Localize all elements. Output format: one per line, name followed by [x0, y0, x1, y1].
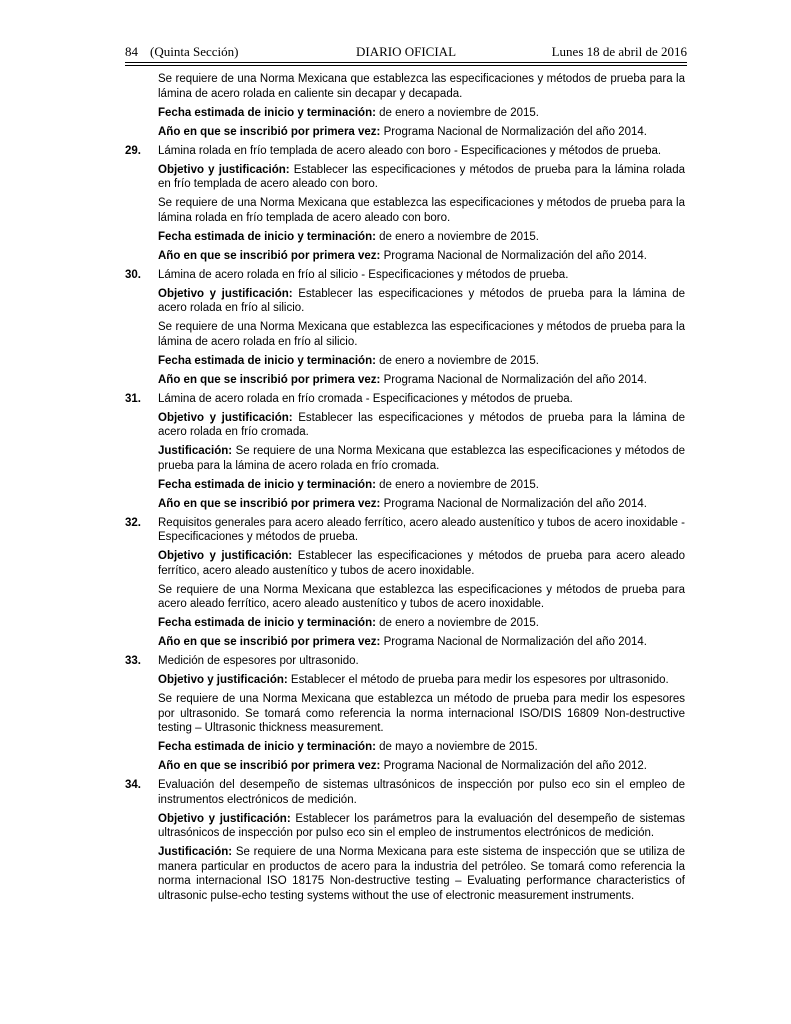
fecha-label: Fecha estimada de inicio y terminación: — [158, 741, 376, 753]
anio-label: Año en que se inscribió por primera vez: — [158, 249, 381, 262]
item-texto: Se requiere de una Norma Mexicana que establezca las especificaciones y métodos de prueba para la lámina rolada en frío templada de acero aleado con boro. — [158, 197, 685, 224]
list-item — [125, 654, 685, 669]
item-objetivo — [158, 163, 685, 192]
list-item — [125, 392, 685, 407]
item-fecha — [158, 478, 685, 493]
item-justificacion — [158, 444, 685, 473]
justificacion-value: Se requiere de una Norma Mexicana para este sistema de inspección que se utiliza de manera particular en productos de acero para la industria del petróleo. Se tomará como referencia la norma internacional ISO 18175 Non-destructive testing – Evaluating performance characteristics of ultrasonic pulse-echo testing systems without the use of electronic measurement instruments. — [158, 846, 685, 902]
item-fecha — [158, 740, 685, 755]
fecha-value: de enero a noviembre de 2015. — [375, 354, 539, 367]
objetivo-label: Objetivo y justificación: — [158, 163, 290, 176]
fecha-label: Fecha estimada de inicio y terminación: — [158, 230, 376, 243]
objetivo-label: Objetivo y justificación: — [158, 411, 293, 424]
list-item — [125, 778, 685, 807]
header-rule-bottom — [125, 65, 687, 66]
item-anio — [158, 635, 685, 650]
fecha-value: de enero a noviembre de 2015. — [375, 478, 539, 491]
item-anio — [158, 249, 685, 264]
objetivo-label: Objetivo y justificación: — [158, 674, 288, 686]
item-anio — [158, 759, 685, 774]
fecha-label: Fecha estimada de inicio y terminación: — [158, 354, 376, 367]
list-item — [125, 144, 685, 159]
section-name: (Quinta Sección) — [150, 44, 239, 59]
item-fecha — [158, 354, 685, 369]
anio-value: Programa Nacional de Normalización del año 2014. — [380, 249, 647, 262]
objetivo-value: Establecer las especificaciones y métodos de prueba para la lámina de acero rolada en frío al silicio. — [158, 287, 686, 314]
justificacion-value: Se requiere de una Norma Mexicana que establezca las especificaciones y métodos de prueba para la lámina de acero rolada en frío cromada. — [158, 445, 685, 472]
header-rule-top — [125, 62, 687, 63]
objetivo-label: Objetivo y justificación: — [158, 287, 293, 300]
objetivo-value: Establecer las especificaciones y métodos de prueba para acero aleado ferrítico, acero aleado austenítico y tubos de acero inoxidable. — [158, 550, 686, 577]
item-title: Evaluación del desempeño de sistemas ultrasónicos de inspección por pulso eco sin el empleo de instrumentos electrónicos de medición. — [158, 779, 685, 806]
intro-anio — [158, 125, 685, 140]
anio-value: Programa Nacional de Normalización del año 2014. — [380, 497, 647, 510]
justificacion-label: Justificación: — [158, 445, 233, 457]
fecha-label: Fecha estimada de inicio y terminación: — [158, 617, 376, 629]
item-number: 34. — [125, 779, 141, 791]
item-objetivo — [158, 673, 685, 688]
objetivo-label: Objetivo y justificación: — [158, 550, 293, 562]
fecha-label: Fecha estimada de inicio y terminación: — [158, 478, 376, 491]
anio-value: Programa Nacional de Normalización del año 2014. — [380, 373, 647, 386]
item-justificacion — [158, 845, 685, 903]
intro-fecha — [158, 106, 685, 121]
objetivo-value: Establecer el método de prueba para medir los espesores por ultrasonido. — [287, 674, 669, 686]
anio-value: Programa Nacional de Normalización del año 2014. — [380, 125, 647, 138]
anio-value: Programa Nacional de Normalización del año 2012. — [380, 760, 647, 772]
item-objetivo — [158, 287, 685, 316]
list-item — [125, 268, 685, 283]
item-number: 32. — [125, 516, 141, 529]
item-number: 31. — [125, 392, 141, 405]
intro-paragraph: Se requiere de una Norma Mexicana que establezca las especificaciones y métodos de prueba para la lámina de acero rolada en caliente sin decapar y decapada. — [158, 73, 685, 100]
anio-label: Año en que se inscribió por primera vez: — [158, 373, 381, 386]
item-anio — [158, 497, 685, 512]
publication-title: DIARIO OFICIAL — [355, 44, 457, 59]
item-objetivo — [158, 549, 685, 578]
objetivo-label: Objetivo y justificación: — [158, 812, 291, 825]
item-number: 33. — [125, 655, 141, 667]
item-anio — [158, 373, 685, 388]
item-texto: Se requiere de una Norma Mexicana que establezca las especificaciones y métodos de prueba para acero aleado ferrítico, acero aleado austenítico y tubos de acero inoxidable. — [158, 583, 685, 610]
item-title: Requisitos generales para acero aleado ferrítico, acero aleado austenítico y tubos de acero inoxidable - Especificaciones y métodos de prueba. — [158, 516, 685, 543]
item-number: 29. — [125, 144, 141, 157]
anio-value: Programa Nacional de Normalización del año 2014. — [380, 636, 647, 648]
objetivo-value: Establecer los parámetros para la evaluación del desempeño de sistemas ultrasónicos de inspección por pulso eco sin el empleo de instrumentos electrónicos de medición. — [158, 812, 685, 839]
item-fecha — [158, 230, 685, 245]
page-number: 84 — [125, 44, 138, 59]
item-texto: Se requiere de una Norma Mexicana que establezca las especificaciones y métodos de prueba para la lámina de acero rolada en frío al silicio. — [158, 321, 685, 348]
anio-label: Año en que se inscribió por primera vez: — [158, 760, 381, 772]
page-content — [125, 72, 685, 908]
item-title: Lámina de acero rolada en frío al silicio - Especificaciones y métodos de prueba. — [158, 268, 569, 281]
objetivo-value: Establecer las especificaciones y métodos de prueba para la lámina rolada en frío templada de acero aleado con boro. — [158, 163, 685, 190]
fecha-label: Fecha estimada de inicio y terminación: — [158, 106, 376, 119]
anio-label: Año en que se inscribió por primera vez: — [158, 497, 381, 510]
fecha-value: de enero a noviembre de 2015. — [375, 230, 539, 243]
fecha-value: de enero a noviembre de 2015. — [375, 106, 539, 119]
item-number: 30. — [125, 268, 141, 281]
item-texto: Se requiere de una Norma Mexicana que establezca un método de prueba para medir los espesores por ultrasonido. Se tomará como referencia la norma internacional ISO/DIS 16809 Non-destructive testing – Ultrasonic thickness measurement. — [158, 693, 685, 734]
anio-label: Año en que se inscribió por primera vez: — [158, 125, 381, 138]
item-title: Medición de espesores por ultrasonido. — [158, 655, 359, 667]
item-fecha — [158, 616, 685, 631]
page-header — [125, 44, 687, 62]
list-item — [125, 516, 685, 545]
item-objetivo — [158, 411, 685, 440]
objetivo-value: Establecer las especificaciones y métodos de prueba para la lámina de acero rolada en frío cromada. — [158, 411, 686, 438]
item-title: Lámina de acero rolada en frío cromada - Especificaciones y métodos de prueba. — [158, 392, 573, 405]
fecha-value: de enero a noviembre de 2015. — [375, 617, 539, 629]
publication-date: Lunes 18 de abril de 2016 — [551, 44, 687, 59]
item-title: Lámina rolada en frío templada de acero aleado con boro - Especificaciones y métodos de prueba. — [158, 144, 662, 157]
item-objetivo — [158, 812, 685, 841]
anio-label: Año en que se inscribió por primera vez: — [158, 636, 381, 648]
fecha-value: de mayo a noviembre de 2015. — [375, 741, 538, 753]
justificacion-label: Justificación: — [158, 846, 233, 858]
